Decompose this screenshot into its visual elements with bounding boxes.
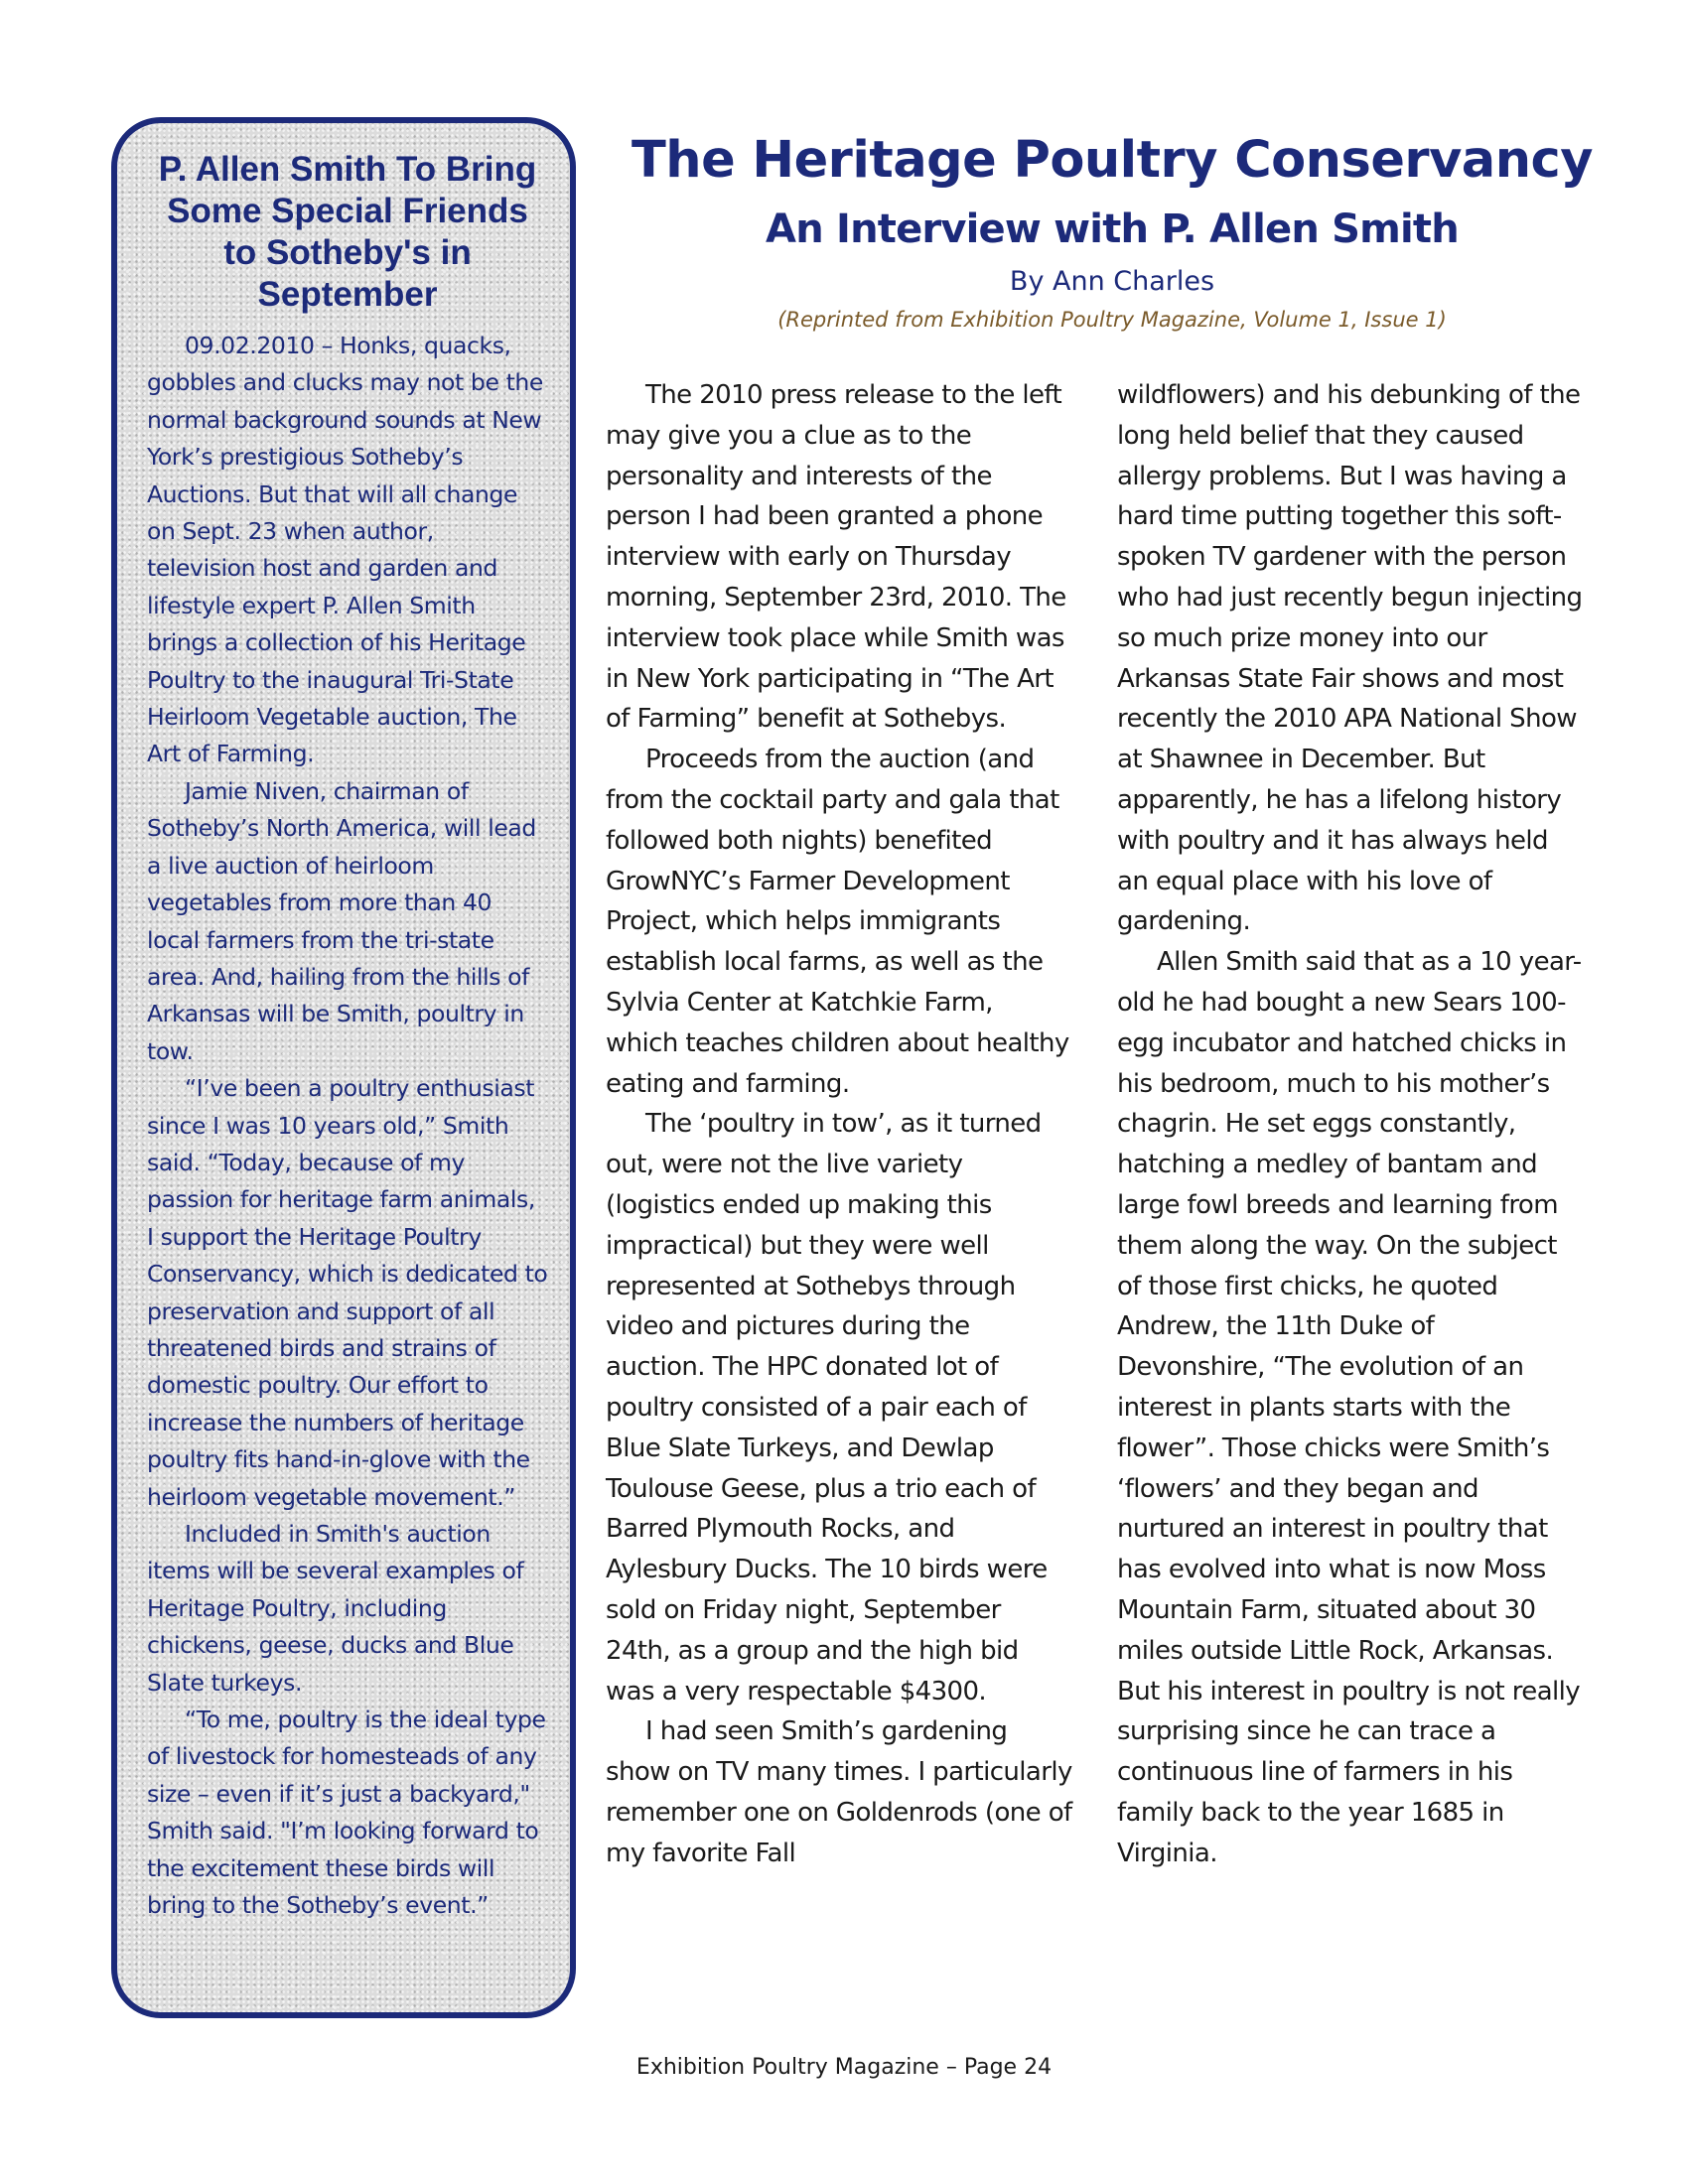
article-headline: The Heritage Poultry Conservancy	[631, 131, 1594, 190]
article-paragraph: The 2010 press release to the left may give you a clue as to the personality and interests of the person I had been granted a phone interview with early on Thursday morning, September 23rd, 2010. The interview took place while Smith was in New York participating in “The Art of Farming” benefit at Sothebys.	[606, 380, 1066, 735]
sidebar-paragraph: “To me, poultry is the ideal type of livestock for homesteads of any size – even if it’s just a backyard," Smith said. "I’m looking forward to the excitement these birds will bring to the Sotheby’s event.”	[147, 1706, 546, 1920]
sidebar-box	[111, 117, 576, 2018]
sidebar-paragraph: Jamie Niven, chairman of Sotheby’s North America, will lead a live auction of heirloom vegetables from more than 40 local farmers from the tri-state area. And, hailing from the hills of Arkansas will be Smith, poultry in tow.	[147, 776, 536, 1065]
article-paragraph: Allen Smith said that as a 10 year-old he had bought a new Sears 100-egg incubator and hatched chicks in his bedroom, much to his mother’s chagrin. He set eggs constantly, hatching a medley of bantam and large fowl breeds and learning from them along the way. On the subject of those first chicks, he quoted Andrew, the 11th Duke of Devonshire, “The evolution of an interest in plants starts with the flower”. Those chicks were Smith’s ‘flowers’ and they began and nurtured an interest in poultry that has evolved into what is now Moss Mountain Farm, situated about 30 miles outside Little Rock, Arkansas. But his interest in poultry is not really surprising since he can trace a continuous line of farmers in his family back to the year 1685 in Virginia.	[1117, 947, 1582, 1868]
article-paragraph: wildflowers) and his debunking of the long held belief that they caused allergy problems. But I was having a hard time putting together this soft-spoken TV gardener with the person who had just recently begun injecting so much prize money into our Arkansas State Fair shows and most recently the 2010 APA National Show at Shawnee in December. But apparently, he has a lifelong history with poultry and it has always held an equal place with his love of gardening.	[1117, 380, 1583, 937]
article-paragraph: The ‘poultry in tow’, as it turned out, were not the live variety (logistics ended up making this impractical) but they were well represented at Sothebys through video and pictures during the auction. The HPC donated lot of poultry consisted of a pair each of Blue Slate Turkeys, and Dewlap Toulouse Geese, plus a trio each of Barred Plymouth Rocks, and Aylesbury Ducks. The 10 birds were sold on Friday night, September 24th, as a group and the high bid was a very respectable $4300.	[606, 1109, 1048, 1706]
article-paragraph: I had seen Smith’s gardening show on TV many times. I particularly remember one on Goldenrods (one of my favorite Fall	[606, 1716, 1072, 1868]
article-paragraph: Proceeds from the auction (and from the cocktail party and gala that followed both nights) benefited GrowNYC’s Farmer Development Project, which helps immigrants establish local farms, as well as the Sylvia Center at Katchkie Farm, which teaches children about healthy eating and farming.	[606, 745, 1069, 1099]
sidebar-paragraph: “I’ve been a poultry enthusiast since I was 10 years old,” Smith said. “Today, because of my passion for heritage farm animals, I support the Heritage Poultry Conservancy, which is dedicated to preservation and support of all threatened birds and strains of domestic poultry. Our effort to increase the numbers of heritage poultry fits hand-in-glove with the heirloom vegetable movement.”	[147, 1074, 548, 1511]
reprint-note: (Reprinted from Exhibition Poultry Magazine, Volume 1, Issue 1)	[777, 308, 1447, 332]
article-left-column	[606, 375, 1072, 1873]
article-subhead: An Interview with P. Allen Smith	[766, 206, 1459, 252]
article-byline: By Ann Charles	[1009, 266, 1215, 297]
sidebar-paragraph: 09.02.2010 – Honks, quacks, gobbles and clucks may not be the normal background sounds at New York’s prestigious Sotheby’s Auctions. But that will all change on Sept. 23 when author, television host and garden and lifestyle expert P. Allen Smith brings a collection of his Heritage Poultry to the inaugural Tri-State Heirloom Vegetable auction, The Art of Farming.	[147, 332, 543, 768]
page-footer: Exhibition Poultry Magazine – Page 24	[635, 2055, 1053, 2080]
sidebar-paragraph: Included in Smith's auction items will be several examples of Heritage Poultry, including chickens, geese, ducks and Blue Slate turkeys.	[147, 1520, 524, 1697]
article-right-column	[1117, 375, 1584, 1873]
sidebar-body	[147, 328, 548, 1924]
sidebar-title: P. Allen Smith To Bring Some Special Friends to Sotheby's in September	[158, 150, 537, 314]
